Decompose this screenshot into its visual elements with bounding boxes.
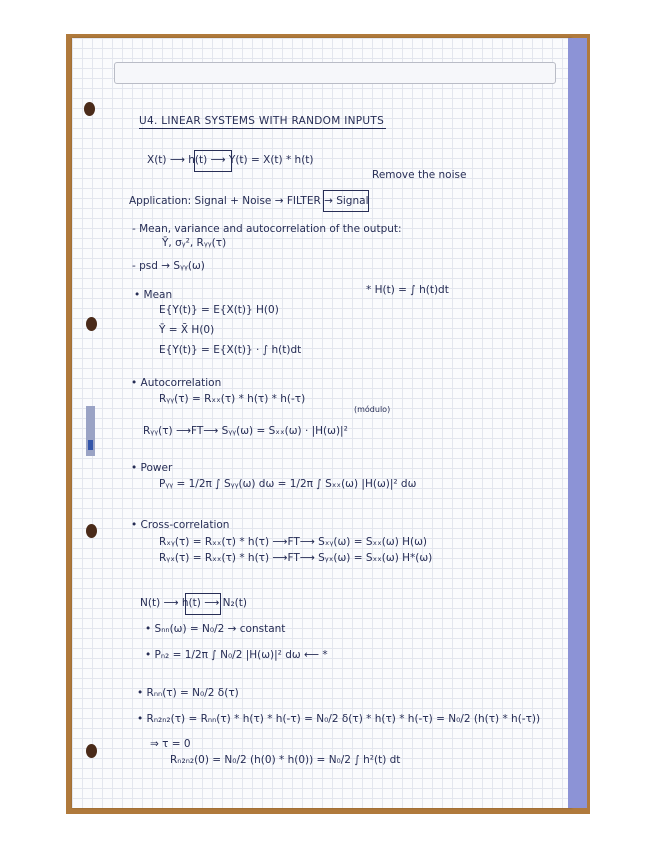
noise-autocorrelation-line: • Rₙₙ(τ) = N₀/2 δ(τ) [137,687,239,699]
output-stats-line: - Mean, variance and autocorrelation of the output: [132,223,402,235]
cross-correlation-eq-1: Rₓᵧ(τ) = Rₓₓ(τ) * h(τ) ⟶FT⟶ Sₓᵧ(ω) = Sₓₓ(ω) H(ω) [159,536,428,548]
section-mean: • Mean [134,289,173,301]
tau-zero-line: ⇒ τ = 0 [150,738,191,750]
autocorrelation-eq: Rᵧᵧ(τ) = Rₓₓ(τ) * h(τ) * h(-τ) [159,393,306,405]
power-eq: Pᵧᵧ = 1/2π ∫ Sᵧᵧ(ω) dω = 1/2π ∫ Sₓₓ(ω) |H(ω)|² dω [159,478,417,490]
output-stats-symbols: Ȳ, σᵧ², Rᵧᵧ(τ) [162,237,227,249]
binder-hole [84,102,95,116]
cross-correlation-eq-2: Rᵧₓ(τ) = Rₓₓ(τ) * h(τ) ⟶FT⟶ Sᵧₓ(ω) = Sₓₓ(ω) H*(ω) [159,552,433,564]
output-noise-autocorrelation-line: • Rₙ₂ₙ₂(τ) = Rₙₙ(τ) * h(τ) * h(-τ) = N₀/2 δ(τ) * h(τ) * h(-τ) = N₀/2 (h(τ) * h(-τ)) [137,713,541,725]
title-underline [139,128,386,129]
binder-hole [86,524,97,538]
binder-hole [86,317,97,331]
noise-power-line: • Pₙ₂ = 1/2π ∫ N₀/2 |H(ω)|² dω ⟵ * [145,649,328,661]
mean-h-definition: * H(t) = ∫ h(t)dt [366,284,449,296]
page-header-box [114,62,556,84]
section-cross-correlation: • Cross-correlation [131,519,230,531]
note-remove-noise: Remove the noise [372,169,467,181]
binder-hole [86,744,97,758]
application-line: Application: Signal + Noise → FILTER → Signal [129,195,369,207]
mean-eq-3: E{Y(t)} = E{X(t)} · ∫ h(t)dt [159,344,302,356]
psd-transform-eq: Rᵧᵧ(τ) ⟶FT⟶ Sᵧᵧ(ω) = Sₓₓ(ω) · |H(ω)|² [143,425,348,437]
noise-system-equation: N(t) ⟶ h(t) ⟶ N₂(t) [140,597,247,609]
system-equation: X(t) ⟶ h(t) ⟶ Y(t) = X(t) * h(t) [147,154,314,166]
page-margin-stripe [568,38,587,808]
page-title: U4. LINEAR SYSTEMS WITH RANDOM INPUTS [139,115,385,127]
mean-eq-2: Ȳ = X̄ H(0) [159,324,215,336]
mean-eq-1: E{Y(t)} = E{X(t)} H(0) [159,304,279,316]
noise-psd-line: • Sₙₙ(ω) = N₀/2 → constant [145,623,286,635]
section-autocorrelation: • Autocorrelation [131,377,222,389]
section-power: • Power [131,462,173,474]
page-edge-tab-mark [88,440,93,450]
note-modulo: (módulo) [354,405,391,414]
psd-line: - psd → Sᵧᵧ(ω) [132,260,205,272]
output-noise-power-line: Rₙ₂ₙ₂(0) = N₀/2 (h(0) * h(0)) = N₀/2 ∫ h²(t) dt [170,754,401,766]
